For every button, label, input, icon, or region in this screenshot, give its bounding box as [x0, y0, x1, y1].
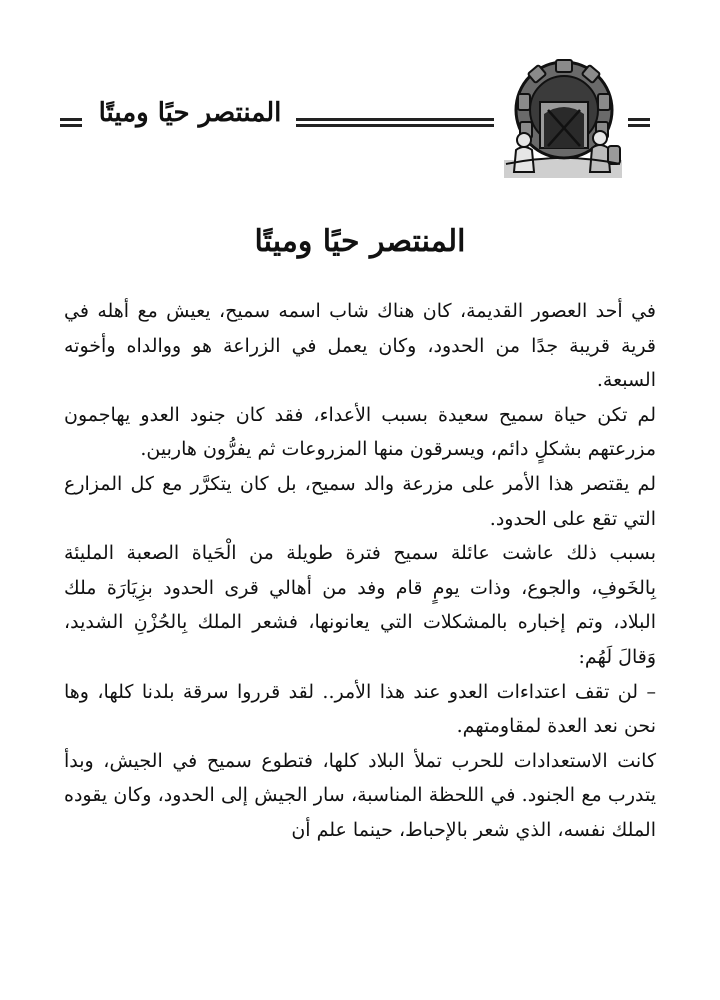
header-rule — [628, 118, 650, 128]
story-paragraph: لم يقتصر هذا الأمر على مزرعة والد سميح، بل كان يتكرَّر مع كل المزارع التي تقع على الحدود. — [64, 472, 656, 530]
story-paragraph: كانت الاستعدادات للحرب تملأ البلاد كلها، فتطوع سميح في الجيش، وبدأ يتدرب مع الجنود. في اللحظة المناسبة، سار الجيش إلى الحدود، وكان يقوده الملك نفسه، الذي شعر بالإحباط، حينما علم أن — [64, 749, 656, 841]
arena-gate-soldiers-illustration — [504, 52, 622, 178]
story-paragraph: لم تكن حياة سميح سعيدة بسبب الأعداء، فقد كان جنود العدو يهاجمون مزرعتهم بشكلٍ دائم، ويسرقون منها المزروعات ثم يفرُّون هاربين. — [64, 403, 656, 461]
running-header — [0, 52, 720, 182]
story-paragraph: – لن تقف اعتداءات العدو عند هذا الأمر.. لقد قرروا سرقة بلدنا كلها، وها نحن نعد العدة لمقاومتهم. — [64, 680, 656, 738]
chapter-title: المنتصر حيًا وميتًا — [254, 224, 466, 259]
story-paragraph: في أحد العصور القديمة، كان هناك شاب اسمه سميح، يعيش مع أهله في قرية قريبة جدًا من الحدود، وكان يعمل في الزراعة هو ووالداه وأخوته السبعة. — [64, 300, 656, 392]
running-header-title: المنتصر حيًا وميتًا — [98, 98, 282, 128]
header-rule — [296, 118, 494, 128]
story-paragraph: بسبب ذلك عاشت عائلة سميح فترة طويلة من الْحَياة الصعبة المليئة بِالخَوفِ، والجوع، وذات يومٍ قام وفد من أهالي قرى الحدود بزِيَارَة ملك البلاد، وتم إخباره بالمشكلات التي يعانونها، فشعر الملك بِالحُزْنِ الشديد، وَقالَ لَهُم: — [64, 542, 656, 668]
header-rule — [60, 118, 82, 128]
story-body — [64, 294, 656, 848]
